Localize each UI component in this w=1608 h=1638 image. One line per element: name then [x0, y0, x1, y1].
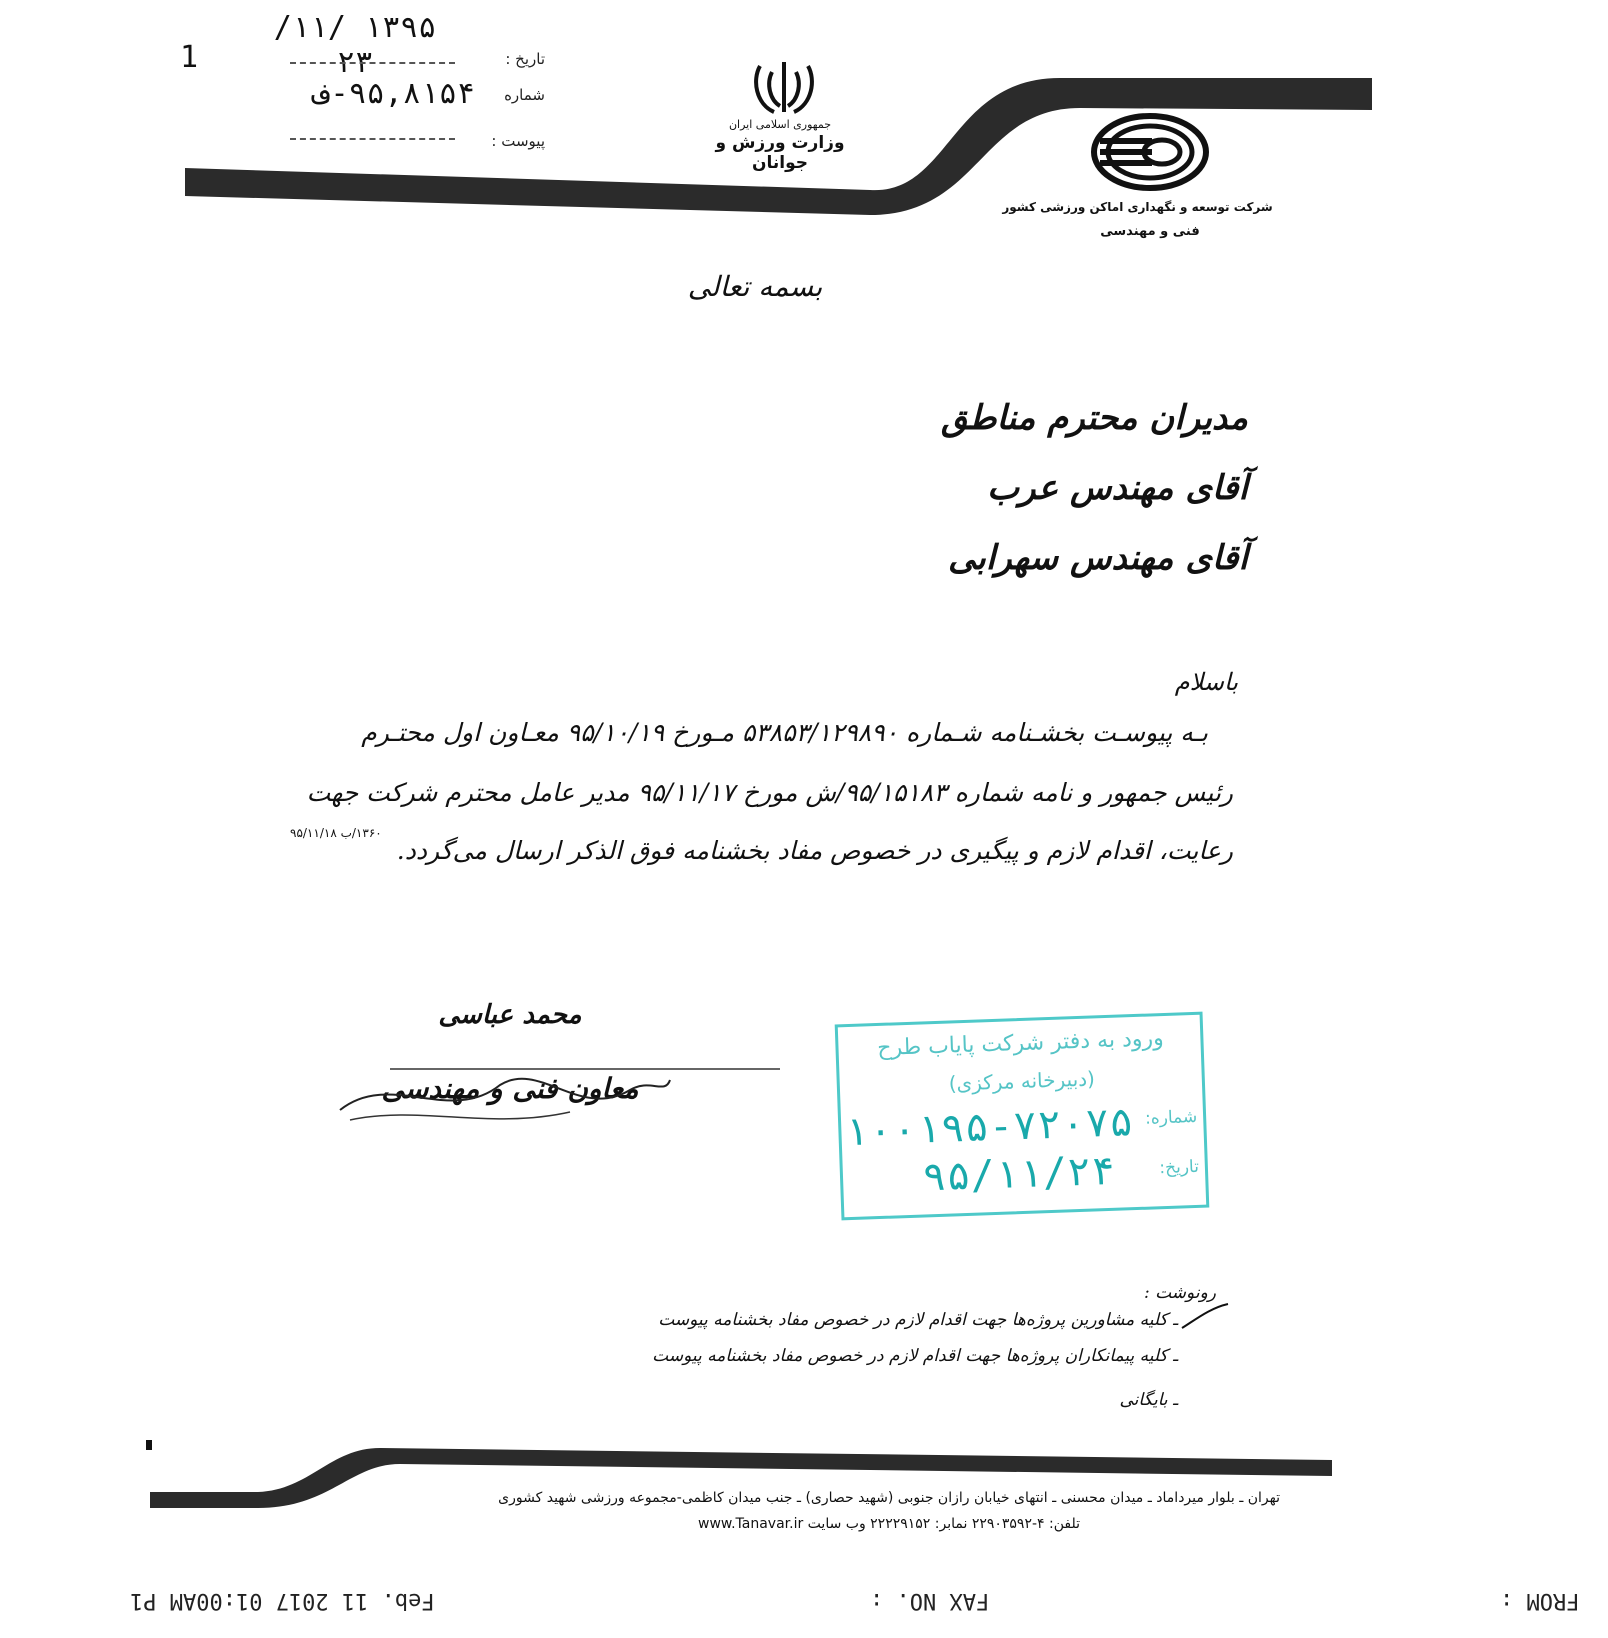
stamp-date-value: ۹۵/۱۱/۲۴ — [921, 1147, 1116, 1201]
cc-item-3: ـ بایگانی — [1119, 1390, 1178, 1410]
footer-address: تهران ـ بلوار میرداماد ـ میدان محسنی ـ انتهای خیابان رازان جنوبی (شهید حصاری) ـ جنب میدان کاظمی-مجموعه ورزشی شهید کشوری — [498, 1490, 1280, 1506]
footer-contact — [520, 1516, 1080, 1532]
attachment-row — [285, 132, 545, 156]
stamp-number-value: ۱۰۰۱۹۵-۷۲۰۷۵ — [843, 1099, 1135, 1156]
number-label: شماره — [504, 86, 545, 104]
entry-stamp — [835, 1012, 1210, 1221]
addressee-1: مدیران محترم مناطق — [941, 398, 1248, 438]
department-name: فنی و مهندسی — [1100, 224, 1200, 239]
body-line-3: رعایت، اقدام لازم و پیگیری در خصوص مفاد بخشنامه فوق الذکر ارسال می‌گردد. — [396, 836, 1233, 865]
body-line-2: رئیس جمهور و نامه شماره ۹۵/۱۵۱۸۳/ش مورخ ۹۵/۱۱/۱۷ مدیر عامل محترم شرکت جهت — [306, 778, 1233, 807]
body-line-1: بـه پیوسـت بخشـنامه شـماره ۵۳۸۵۳/۱۲۹۸۹۰ مـورخ ۹۵/۱۰/۱۹ معـاون اول محتـرم — [361, 718, 1208, 747]
signatory-name: محمد عباسی — [438, 1000, 582, 1030]
fax-header-from: FROM : — [1500, 1588, 1580, 1613]
addressee-3: آقای مهندس سهرابی — [947, 538, 1248, 578]
emblem-caption: جمهوری اسلامی ایران — [728, 118, 832, 131]
ministry-name: وزارت ورزش و جوانان — [715, 133, 845, 173]
signature-scribble — [330, 1050, 680, 1130]
number-handwritten: ۹۵,۸۱۵۴-ف — [312, 76, 475, 111]
attachment-label: پیوست : — [491, 132, 545, 150]
stamp-number-label: شماره: — [1144, 1106, 1198, 1129]
footer-website-link[interactable]: www.Tanavar.ir — [698, 1516, 804, 1532]
attachment-dotted-line — [290, 138, 455, 140]
date-row — [285, 50, 545, 74]
page-mark: 1 — [180, 40, 199, 75]
date-label: تاریخ : — [505, 50, 545, 68]
signatory-title: معاون فنی و مهندسی — [381, 1072, 639, 1105]
margin-note: ۱۳۶۰/ب ۹۵/۱۱/۱۸ — [290, 826, 382, 840]
cc-item-2: ـ کلیه پیمانکاران پروژه‌ها جهت اقدام لازم در خصوص مفاد بخشنامه پیوست — [652, 1346, 1178, 1366]
addressee-2: آقای مهندس عرب — [987, 468, 1248, 508]
iran-emblem-icon — [752, 58, 816, 118]
stamp-line-1: ورود به دفتر شرکت پایاب طرح — [876, 1026, 1165, 1062]
cc-title: رونوشت : — [1143, 1283, 1216, 1303]
date-dotted-line — [290, 62, 455, 64]
stamp-date-label: تاریخ: — [1158, 1156, 1200, 1179]
greeting: باسلام — [1174, 668, 1238, 696]
cc-item-1: ـ کلیه مشاورین پروژه‌ها جهت اقدام لازم در خصوص مفاد بخشنامه پیوست — [658, 1310, 1178, 1330]
stamp-line-2: (دبیرخانه مرکزی) — [948, 1066, 1096, 1096]
bismillah: بسمه تعالی — [687, 270, 823, 303]
date-handwritten: ۱۳۹۵ /۱۱/ ۲۳ — [273, 10, 437, 80]
fax-header-fax-no: FAX NO. : — [870, 1588, 990, 1613]
number-row — [235, 76, 545, 116]
company-name: شرکت توسعه و نگهداری اماکن ورزشی کشور — [1002, 200, 1273, 214]
company-logo-icon — [1090, 112, 1210, 192]
footer-phone-line: تلفن: ۴-۲۲۹۰۳۵۹۲ نمابر: ۲۲۲۲۹۱۵۲ وب سایت — [807, 1516, 1080, 1532]
fax-header-timestamp: Feb. 11 2017 01:00AM P1 — [130, 1588, 435, 1613]
cc-check-mark-icon — [1180, 1300, 1230, 1330]
